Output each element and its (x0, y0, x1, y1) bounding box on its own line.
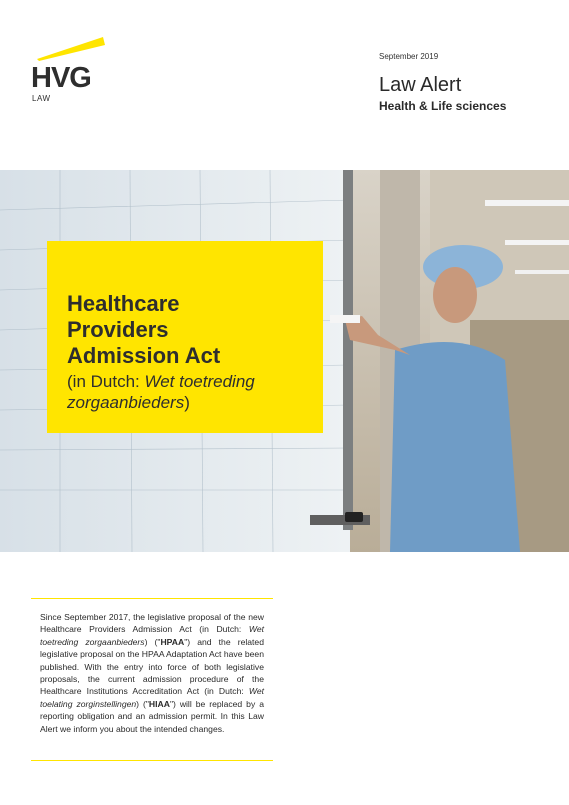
practice-area-subtitle: Health & Life sciences (379, 99, 507, 113)
intro-defined-term: HPAA (160, 636, 185, 647)
hvg-law-logo (31, 33, 111, 108)
intro-text: ) (" (136, 698, 149, 709)
intro-divider-bottom (31, 760, 273, 761)
intro-dutch-term: Wet toelating zorginstellingen (40, 686, 264, 709)
logo-wordmark: HVG (31, 62, 91, 94)
intro-dutch-term: Wet toetreding zorgaanbieders (40, 624, 264, 647)
logo-subtext: LAW (32, 94, 51, 103)
intro-text: ") and the related legislative proposal on the HPAA Adaptation Act have been published. With the entry into force of both legislative proposals, the current admission procedure of the Healthcare Institutions Accreditation Act (in Dutch: (40, 636, 264, 697)
headline-dutch-name: Wet toetreding zorgaanbieders (67, 372, 255, 412)
intro-text: ") will be replaced by a reporting obligation and an admission permit. In this Law Alert we inform you about the intended changes. (40, 698, 264, 734)
intro-paragraph (40, 611, 264, 735)
intro-text: Since September 2017, the legislative proposal of the new Healthcare Providers Admission Act (in Dutch: (40, 612, 264, 635)
headline-dutch-suffix: ) (184, 393, 190, 412)
document-type-title: Law Alert (379, 74, 462, 96)
headline-box (47, 241, 323, 433)
intro-text: ) (" (144, 636, 161, 647)
headline-dutch-title (67, 371, 311, 413)
headline-dutch-prefix: (in Dutch: (67, 372, 145, 391)
publication-date: September 2019 (379, 52, 439, 61)
intro-defined-term: HIAA (148, 698, 170, 709)
intro-divider-top (31, 598, 273, 599)
headline-title: Healthcare Providers Admission Act (67, 291, 221, 368)
logo-accent-stripe (31, 33, 111, 63)
